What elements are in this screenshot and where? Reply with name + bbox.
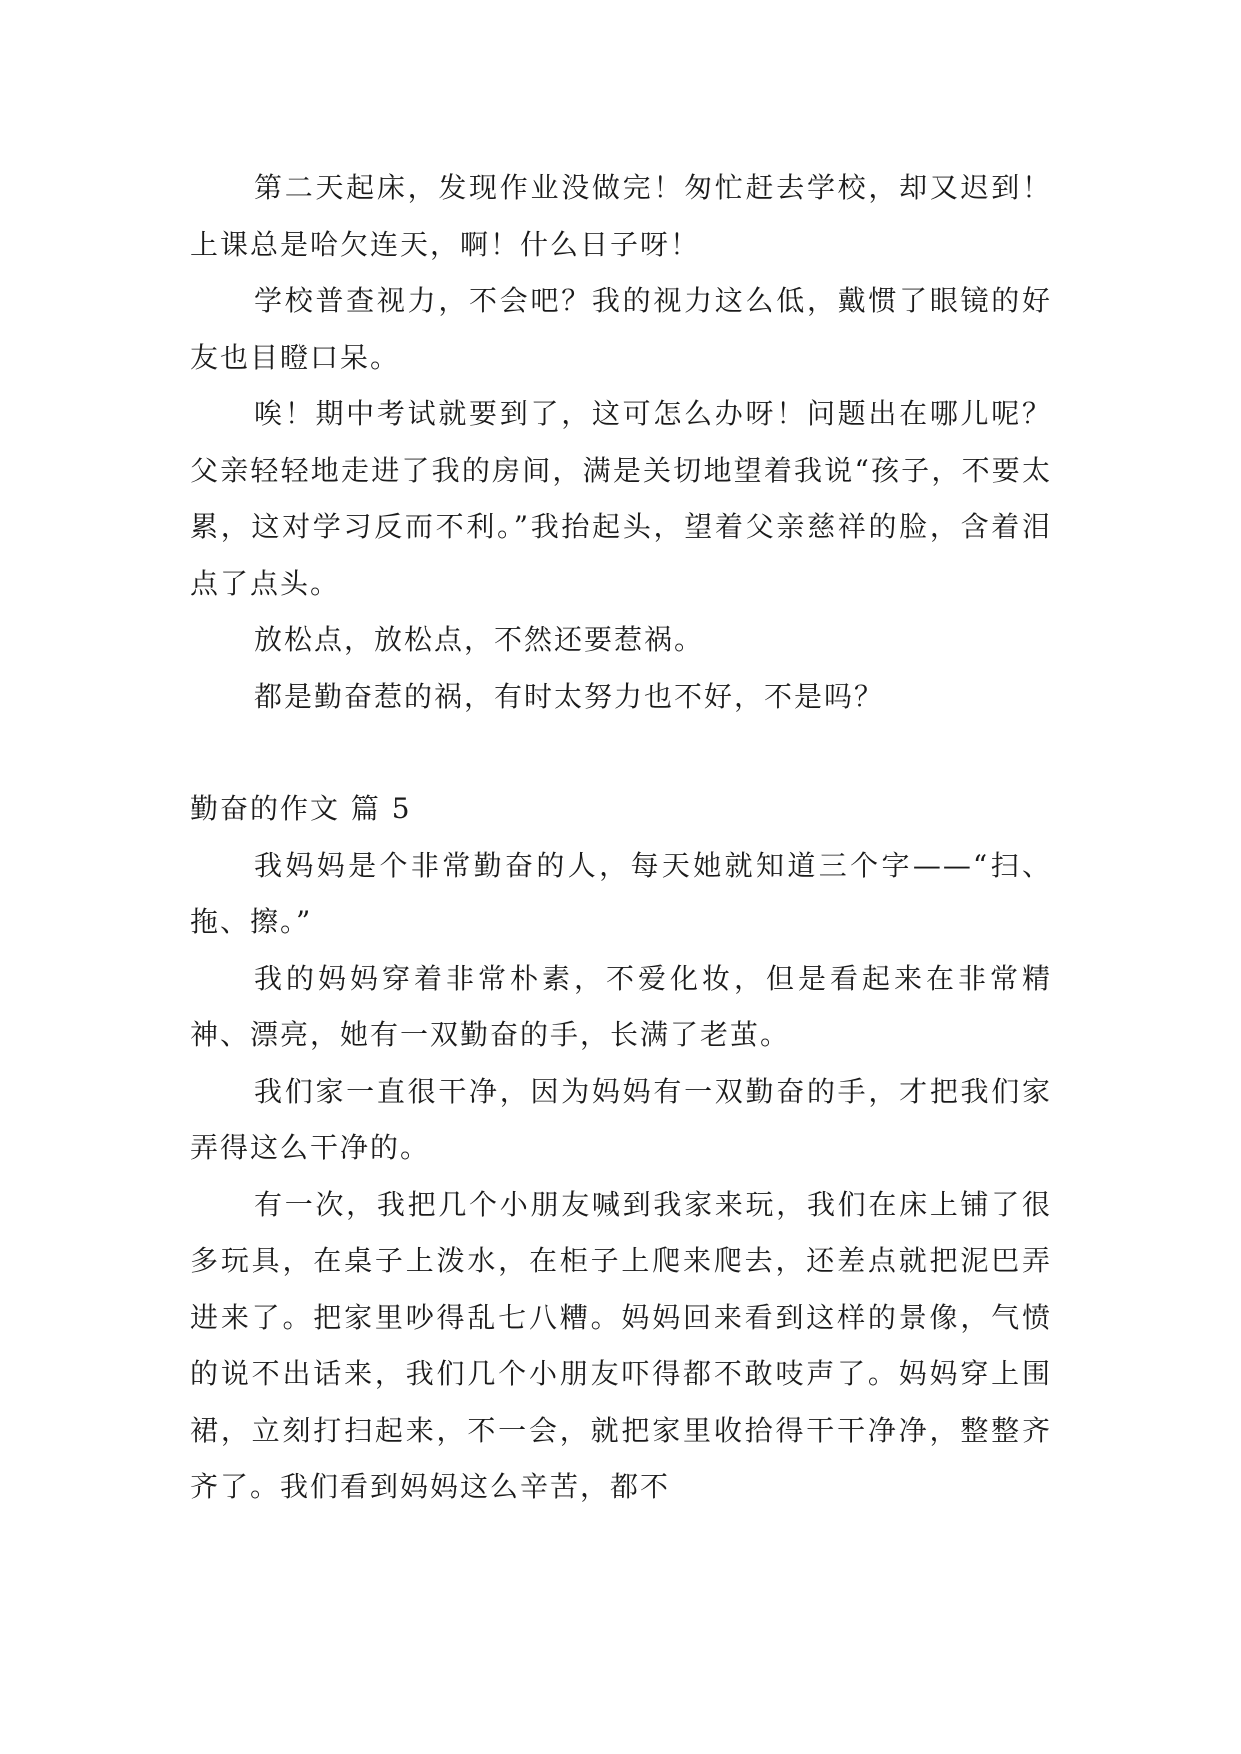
paragraph: 都是勤奋惹的祸，有时太努力也不好，不是吗？ — [254, 679, 885, 713]
paragraph: 放松点，放松点，不然还要惹祸。 — [254, 623, 705, 656]
paragraph: 学校普查视力，不会吧？我的视力这么低，戴惯了眼镜的好友也目瞪口呆。 — [190, 284, 1052, 374]
section-spacer — [190, 725, 1052, 781]
paragraph: 我的妈妈穿着非常朴素，不爱化妆，但是看起来在非常精神、漂亮，她有一双勤奋的手，长满了老茧。 — [190, 961, 1052, 1051]
paragraph: 唉！期中考试就要到了，这可怎么办呀！问题出在哪儿呢？父亲轻轻地走进了我的房间，满是关切地望着我说“孩子，不要太累，这对学习反而不利。”我抬起头，望着父亲慈祥的脸，含着泪点了点头。 — [190, 397, 1052, 600]
paragraph: 第二天起床，发现作业没做完！匆忙赶去学校，却又迟到！上课总是哈欠连天，啊！什么日子呀！ — [190, 171, 1052, 261]
section-heading: 勤奋的作文 篇 5 — [190, 792, 412, 825]
paragraph: 有一次，我把几个小朋友喊到我家来玩，我们在床上铺了很多玩具，在桌子上泼水，在柜子上爬来爬去，还差点就把泥巴弄进来了。把家里吵得乱七八糟。妈妈回来看到这样的景像，气愤的说不出话来，我们几个小朋友吓得都不敢吱声了。妈妈穿上围裙，立刻打扫起来，不一会，就把家里收拾得干干净净，整整齐齐了。我们看到妈妈这么辛苦，都不 — [190, 1187, 1052, 1503]
paragraph: 我们家一直很干净，因为妈妈有一双勤奋的手，才把我们家弄得这么干净的。 — [190, 1074, 1052, 1164]
document-body — [190, 160, 1052, 1516]
paragraph: 我妈妈是个非常勤奋的人，每天她就知道三个字——“扫、拖、擦。” — [190, 848, 1052, 938]
